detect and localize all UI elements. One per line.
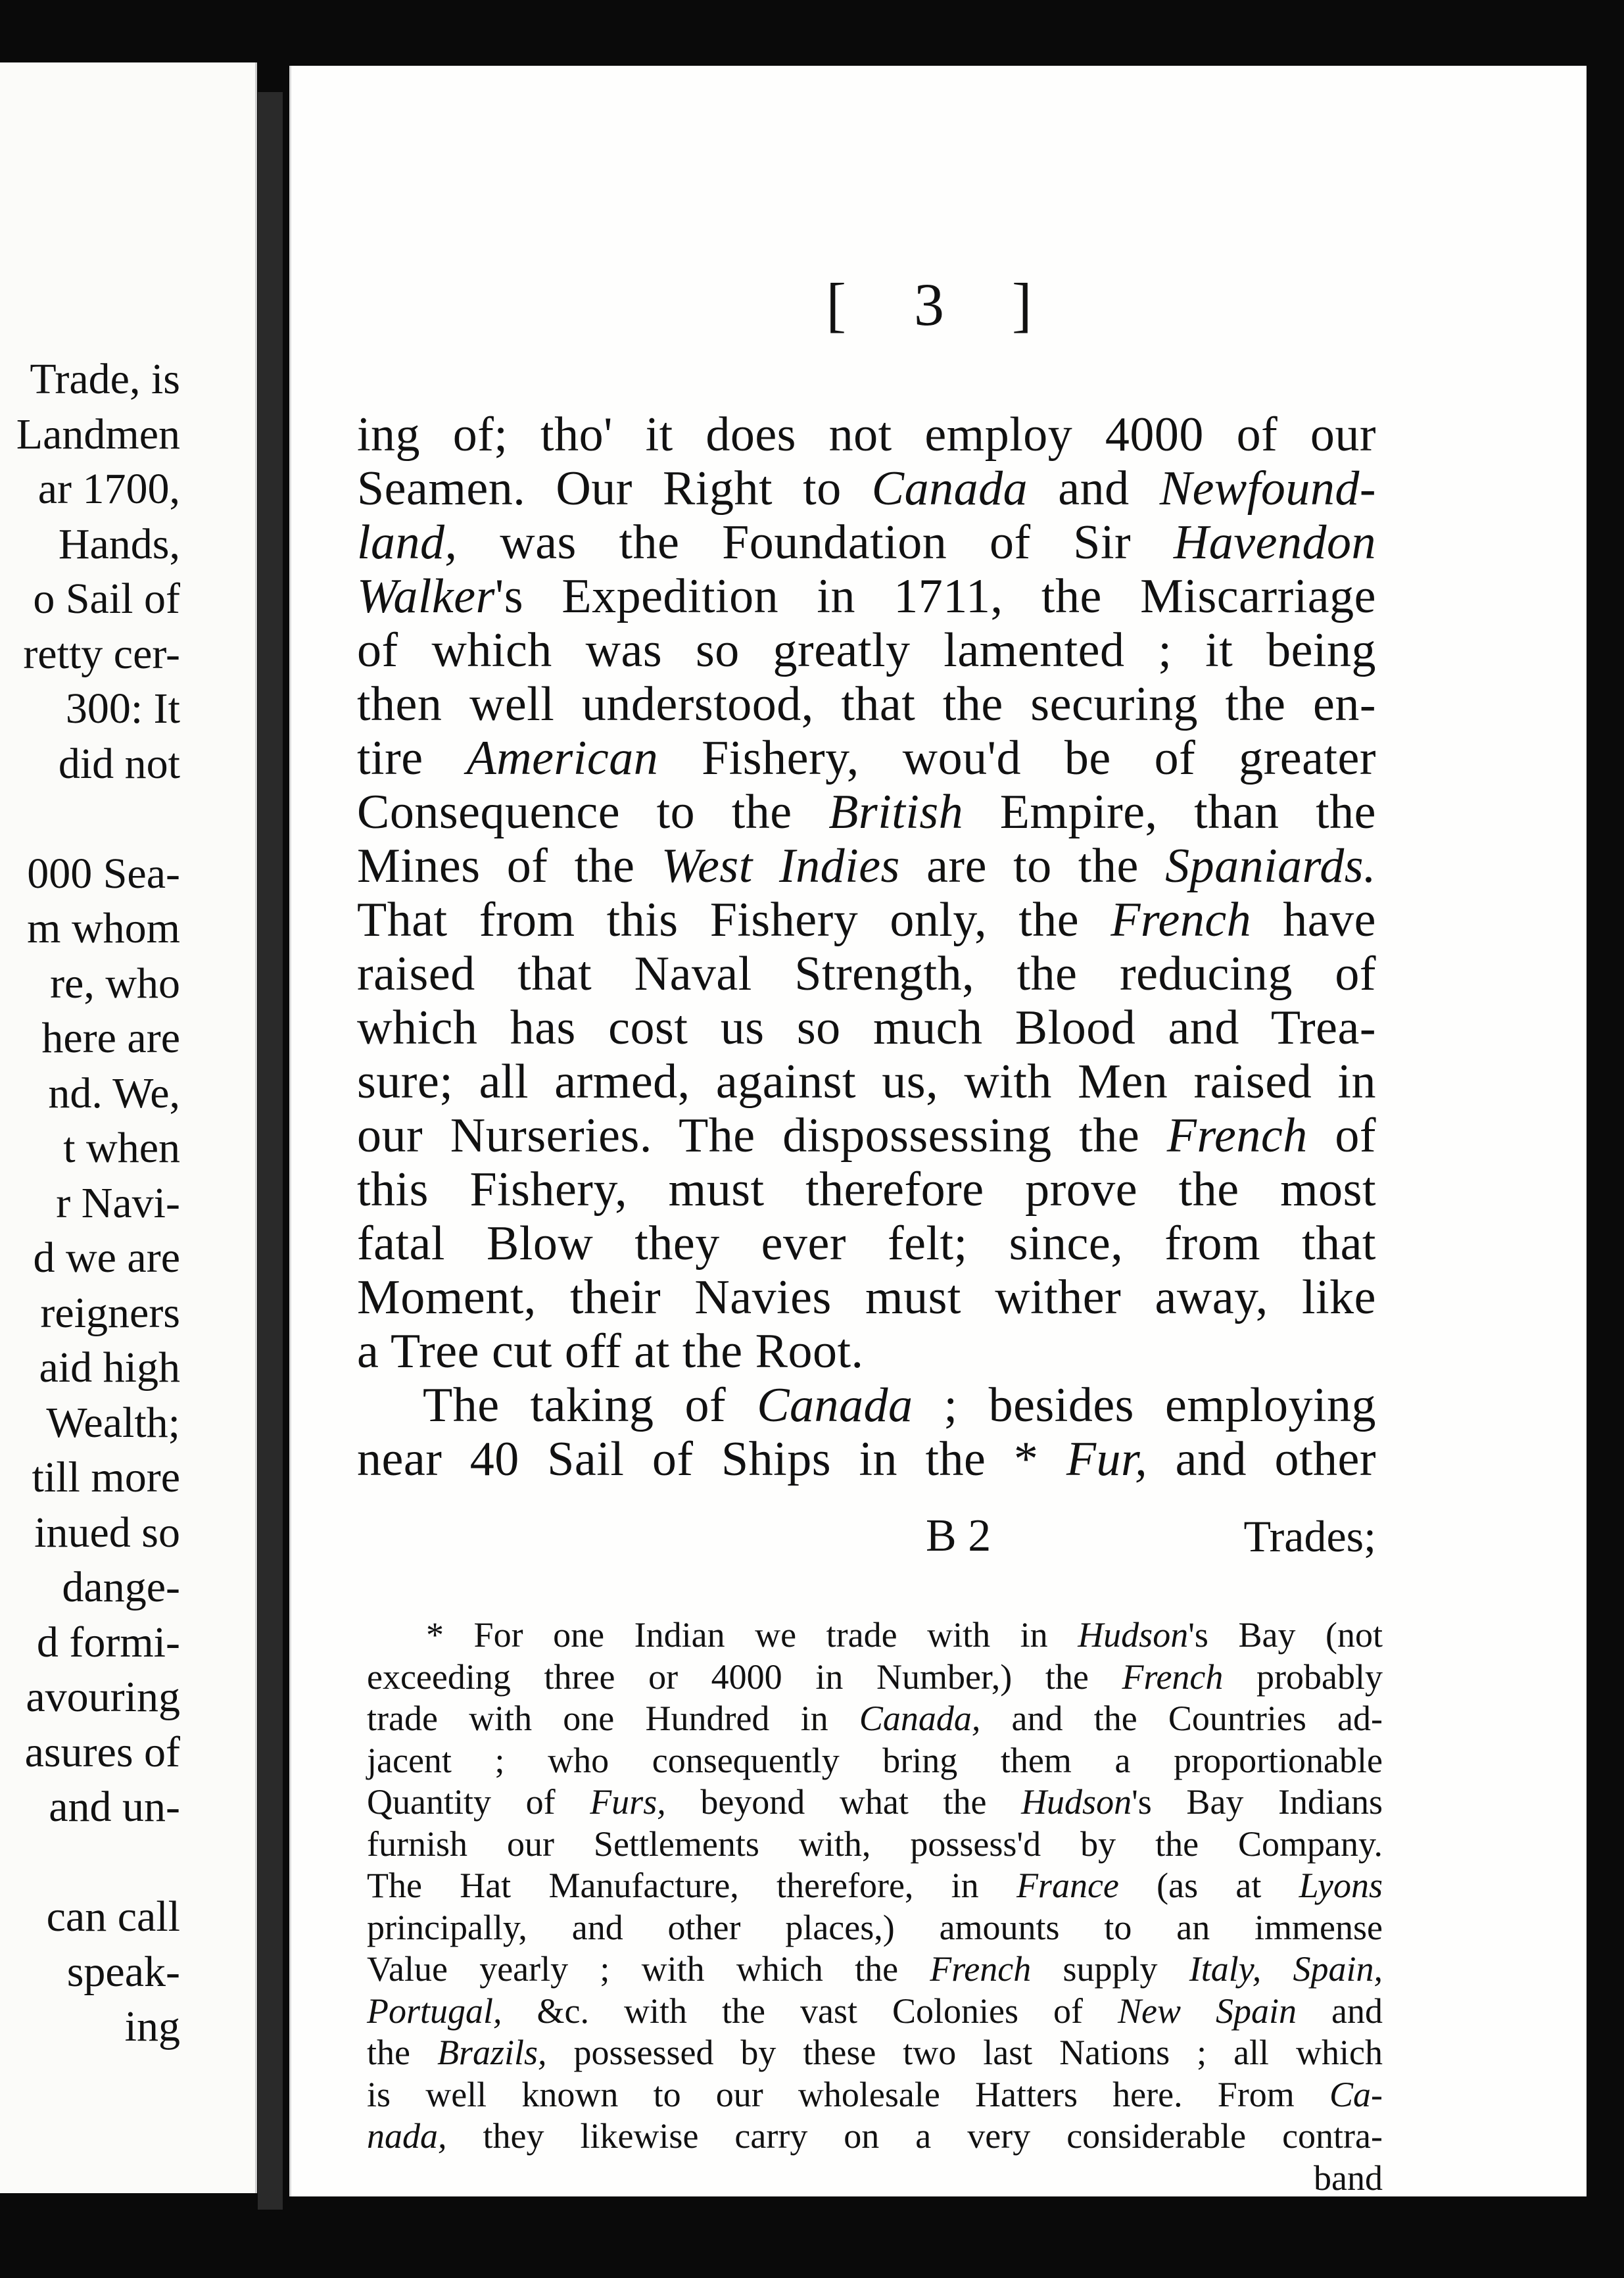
left-page-line: o Sail of xyxy=(33,575,180,623)
body-line xyxy=(357,1378,1376,1432)
text-run: jacent ; who consequently bring them a proportionable xyxy=(367,1740,1383,1780)
italic-text: nada, xyxy=(367,2116,447,2156)
italic-text: Canada xyxy=(871,462,1028,516)
text-run: That from this Fishery only, the xyxy=(357,893,1111,947)
text-run: Consequence to the xyxy=(357,785,829,839)
left-page-text xyxy=(0,352,180,2054)
text-run: Seamen. Our Right to xyxy=(357,462,872,516)
left-page-line: inued so xyxy=(34,1508,180,1557)
body-line xyxy=(357,623,1376,677)
body-line xyxy=(357,462,1376,516)
body-line xyxy=(357,1001,1376,1055)
body-line xyxy=(357,947,1376,1001)
footnote-line xyxy=(367,2158,1383,2197)
text-run: sure; all armed, against us, with Men raised in xyxy=(357,1055,1376,1109)
left-page-line: till more xyxy=(32,1453,180,1501)
footnote-line xyxy=(367,2116,1383,2158)
text-run: our Nurseries. The dispossessing the xyxy=(357,1109,1167,1163)
italic-text: West Indies xyxy=(661,839,900,893)
footnote-line xyxy=(367,1824,1383,1866)
body-line xyxy=(357,731,1376,785)
text-run: was the Foundation of Sir xyxy=(457,516,1174,570)
italic-text: French xyxy=(1166,1109,1308,1163)
text-run: the xyxy=(367,2033,437,2072)
italic-text: France xyxy=(1016,1866,1119,1905)
body-line xyxy=(357,1217,1376,1271)
italic-text: French xyxy=(930,1949,1032,1989)
text-run: 's Bay Indians xyxy=(1132,1782,1383,1822)
left-page-line: avouring xyxy=(26,1673,180,1721)
italic-text: Canada, xyxy=(859,1699,981,1738)
text-run: is well known to our wholesale Hatters here. From xyxy=(367,2074,1329,2114)
italic-text: Lyons xyxy=(1299,1866,1383,1905)
body-line xyxy=(357,839,1376,893)
text-run: Moment, their Navies must wither away, like xyxy=(357,1271,1376,1324)
text-run: and other xyxy=(1147,1432,1376,1486)
italic-text: New Spain xyxy=(1118,1991,1297,2031)
left-page-line: aid high xyxy=(39,1344,180,1392)
left-page-line: Landmen xyxy=(16,410,180,458)
left-page-line: and un- xyxy=(49,1783,180,1831)
text-run: The Hat Manufacture, therefore, in xyxy=(367,1866,1016,1905)
body-line xyxy=(357,785,1376,839)
text-run: (as at xyxy=(1118,1866,1299,1905)
right-page xyxy=(289,66,1587,2196)
text-run: ; besides employing xyxy=(913,1378,1376,1432)
italic-text: Fur, xyxy=(1066,1432,1148,1486)
text-run: 's Expedition in 1711, the Miscarriage xyxy=(494,570,1376,623)
left-page-line: asures of xyxy=(24,1728,180,1776)
text-run: they likewise carry on a very considerable contra- xyxy=(446,2116,1383,2156)
italic-text: Italy, Spain, xyxy=(1189,1949,1383,1989)
text-run: furnish our Settlements with, possess'd by the Company. xyxy=(367,1824,1383,1864)
text-run: trade with one Hundred in xyxy=(367,1699,859,1738)
body-line xyxy=(357,1109,1376,1163)
left-page-line: ar 1700, xyxy=(37,465,180,513)
text-run: then well understood, that the securing the en- xyxy=(357,677,1376,731)
text-run: The taking of xyxy=(423,1378,757,1432)
italic-text: Furs, xyxy=(590,1782,666,1822)
text-run: beyond what the xyxy=(665,1782,1022,1822)
catchword: Trades; xyxy=(1243,1511,1376,1561)
left-page-line: dange- xyxy=(62,1563,180,1611)
signature-line xyxy=(357,1509,1376,1563)
text-run: &c. with the vast Colonies of xyxy=(502,1991,1118,2031)
main-text xyxy=(357,408,1376,1486)
left-page-line: 000 Sea- xyxy=(27,849,180,898)
footnote-line xyxy=(367,1698,1383,1740)
footnote-line xyxy=(367,1740,1383,1782)
text-run: and xyxy=(1297,1991,1383,2031)
text-run: a Tree cut off at the Root. xyxy=(357,1324,864,1378)
text-run: fatal Blow they ever felt; since, from that xyxy=(357,1217,1376,1271)
italic-text: Hudson xyxy=(1021,1782,1132,1822)
italic-text: Brazils, xyxy=(437,2033,547,2072)
text-run: near 40 Sail of Ships in the * xyxy=(357,1432,1066,1486)
italic-text: British xyxy=(828,785,964,839)
italic-text: Hudson xyxy=(1078,1615,1189,1655)
footnote-line xyxy=(367,1907,1383,1949)
left-page-line: speak- xyxy=(66,1947,180,1996)
italic-text: French xyxy=(1111,893,1252,947)
body-line xyxy=(357,1163,1376,1217)
left-page-line: can call xyxy=(46,1893,180,1941)
left-page-line: Wealth; xyxy=(46,1398,180,1447)
left-page-line: Hands, xyxy=(58,520,180,568)
left-page-line: r Navi- xyxy=(56,1178,180,1227)
footnote-line xyxy=(367,2032,1383,2074)
italic-text: French xyxy=(1122,1657,1224,1697)
text-run: Quantity of xyxy=(367,1782,590,1822)
italic-text: Ca- xyxy=(1329,2074,1383,2114)
body-line xyxy=(357,408,1376,462)
text-run: principally, and other places,) amounts to an immense xyxy=(367,1907,1383,1947)
left-page-line: 300: It xyxy=(65,685,180,733)
text-run: band xyxy=(1314,2158,1383,2196)
italic-text: Portugal, xyxy=(367,1991,502,2031)
body-line xyxy=(357,677,1376,731)
body-line xyxy=(357,570,1376,623)
text-run: exceeding three or 4000 in Number,) the xyxy=(367,1657,1122,1697)
left-page-line: Trade, is xyxy=(30,355,180,403)
italic-text: Canada xyxy=(757,1378,913,1432)
body-line xyxy=(357,1324,1376,1378)
text-run: probably xyxy=(1223,1657,1383,1697)
body-line xyxy=(357,516,1376,570)
italic-text: land, xyxy=(357,516,458,570)
text-run: and the Countries ad- xyxy=(980,1699,1383,1738)
signature-mark: B 2 xyxy=(926,1511,991,1561)
text-run: possessed by these two last Nations ; all which xyxy=(546,2033,1383,2072)
italic-text: American xyxy=(466,731,659,785)
left-page-line: here are xyxy=(41,1014,180,1062)
italic-text: Newfound- xyxy=(1159,462,1376,516)
footnote-line xyxy=(367,2074,1383,2116)
body-line xyxy=(357,1432,1376,1486)
text-run: 's Bay (not xyxy=(1188,1615,1383,1655)
left-page-line xyxy=(0,791,180,846)
page-number: [ 3 ] xyxy=(826,271,1059,338)
left-page-line xyxy=(0,1835,180,1890)
left-page-line: reigners xyxy=(40,1288,180,1337)
left-page-line: ing xyxy=(124,2002,180,2050)
text-run: this Fishery, must therefore prove the most xyxy=(357,1163,1376,1217)
text-run: have xyxy=(1251,893,1376,947)
left-page-line: d formi- xyxy=(36,1618,180,1666)
italic-text: Spaniards. xyxy=(1165,839,1376,893)
text-run: of which was so greatly lamented ; it being xyxy=(357,623,1376,677)
left-page-line: nd. We, xyxy=(48,1069,180,1117)
text-run: * For one Indian we trade with in xyxy=(426,1615,1078,1655)
text-run: Fishery, wou'd be of greater xyxy=(658,731,1376,785)
text-run: ing of; tho' it does not employ 4000 of our xyxy=(357,408,1376,462)
italic-text: Walker xyxy=(357,570,495,623)
left-page-line: d we are xyxy=(33,1234,180,1282)
text-run: tire xyxy=(357,731,467,785)
text-run: Empire, than the xyxy=(963,785,1376,839)
text-run: supply xyxy=(1031,1949,1189,1989)
text-run: raised that Naval Strength, the reducing of xyxy=(357,947,1376,1001)
left-page-line: t when xyxy=(63,1124,180,1172)
body-line xyxy=(357,1271,1376,1324)
text-run: and xyxy=(1028,462,1160,516)
text-run: of xyxy=(1307,1109,1376,1163)
footnote-line xyxy=(367,1865,1383,1907)
footnote-line xyxy=(367,1991,1383,2033)
left-page xyxy=(0,62,257,2193)
footnote-line xyxy=(367,1614,1383,1657)
text-run: are to the xyxy=(899,839,1166,893)
body-line xyxy=(357,893,1376,947)
left-page-line: retty cer- xyxy=(23,629,180,678)
footnote xyxy=(367,1614,1383,2196)
footnote-line xyxy=(367,1781,1383,1824)
footnote-line xyxy=(367,1949,1383,1991)
body-line xyxy=(357,1055,1376,1109)
italic-text: Havendon xyxy=(1173,516,1376,570)
left-page-line: did not xyxy=(58,739,180,788)
footnote-line xyxy=(367,1657,1383,1699)
book-gutter xyxy=(258,92,283,2210)
text-run: Mines of the xyxy=(357,839,661,893)
left-page-line: m whom xyxy=(27,904,180,952)
left-page-line: re, who xyxy=(50,959,180,1007)
text-run: which has cost us so much Blood and Trea- xyxy=(357,1001,1376,1055)
text-run: Value yearly ; with which the xyxy=(367,1949,930,1989)
